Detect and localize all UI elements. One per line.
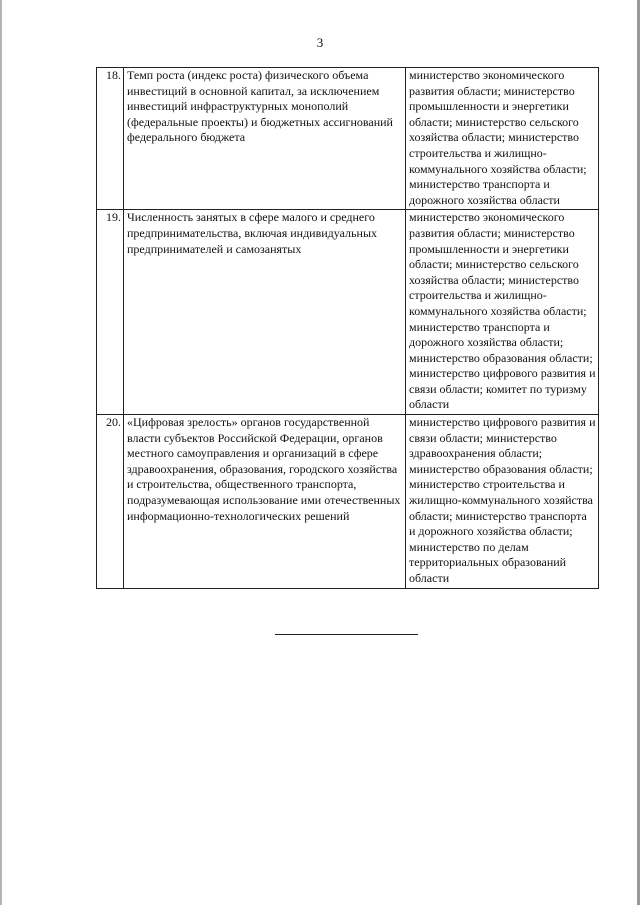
indicator-cell: «Цифровая зрелость» органов государственной власти субъектов Российской Федерации, органов местного самоуправления и организаций в сфере здравоохранения, образования, городского хозяйства и строительства, общественного транспорта, подразумевающая использование ими отечественных информационно-технологических решений <box>124 415 406 589</box>
row-number: 20. <box>97 415 124 589</box>
table-row <box>97 68 599 210</box>
indicators-table <box>96 67 599 589</box>
responsible-cell: министерство экономического развития области; министерство промышленности и энергетики области; министерство сельского хозяйства области; министерство строительства и жилищно-коммунального хозяйства области; министерство транспорта и дорожного хозяйства области <box>406 68 599 210</box>
row-number: 19. <box>97 210 124 415</box>
row-number: 18. <box>97 68 124 210</box>
end-rule <box>275 634 418 635</box>
table-row <box>97 210 599 415</box>
scan-edge-left <box>0 0 2 905</box>
responsible-cell: министерство цифрового развития и связи области; министерство здравоохранения области; министерство образования области; министерство строительства и жилищно-коммунального хозяйства области; министерство транспорта и дорожного хозяйства области; министерство по делам территориальных образований области <box>406 415 599 589</box>
responsible-cell: министерство экономического развития области; министерство промышленности и энергетики области; министерство сельского хозяйства области; министерство строительства и жилищно-коммунального хозяйства области; министерство транспорта и дорожного хозяйства области; министерство образования области; министерство цифрового развития и связи области; комитет по туризму области <box>406 210 599 415</box>
table-row <box>97 415 599 589</box>
indicator-cell: Темп роста (индекс роста) физического объема инвестиций в основной капитал, за исключением инвестиций инфраструктурных монополий (федеральные проекты) и бюджетных ассигнований федерального бюджета <box>124 68 406 210</box>
page-number: 3 <box>316 35 324 50</box>
indicator-cell: Численность занятых в сфере малого и среднего предпринимательства, включая индивидуальных предпринимателей и самозанятых <box>124 210 406 415</box>
